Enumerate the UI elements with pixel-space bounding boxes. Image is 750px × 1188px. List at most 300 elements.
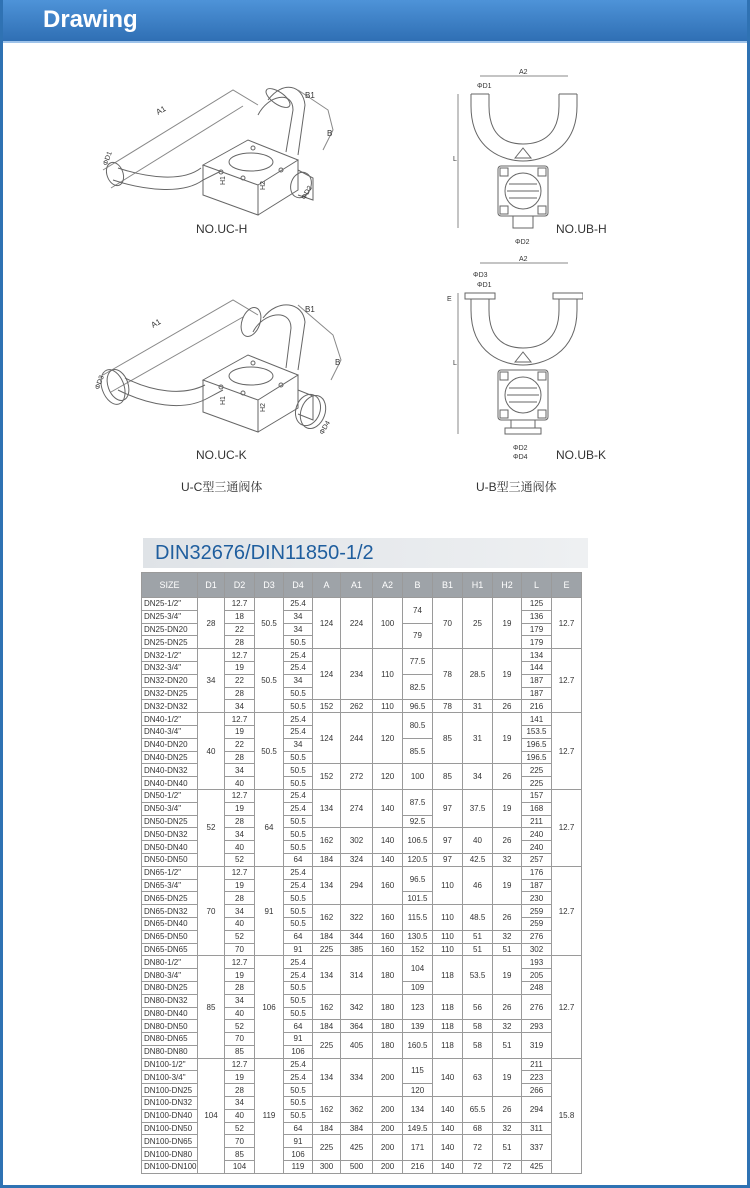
label-h1: H1 — [220, 176, 227, 185]
table-cell: 91 — [284, 1033, 313, 1046]
table-row — [142, 789, 582, 802]
table-cell: 50.5 — [284, 815, 313, 828]
table-cell: 50.5 — [284, 764, 313, 777]
table-cell: 19 — [225, 725, 255, 738]
table-cell: 31 — [463, 700, 493, 713]
table-cell: 152 — [313, 764, 341, 790]
table-cell: 50.5 — [255, 598, 284, 649]
table-cell: 106 — [284, 1045, 313, 1058]
table-cell: 12.7 — [225, 649, 255, 662]
table-cell: 225 — [313, 1135, 341, 1161]
table-cell: 153.5 — [522, 725, 552, 738]
table-cell: 225 — [313, 1033, 341, 1059]
table-cell: 152 — [313, 700, 341, 713]
table-cell: 187 — [522, 687, 552, 700]
table-cell: 140 — [433, 1122, 463, 1135]
table-cell: 240 — [522, 828, 552, 841]
table-cell: 34 — [463, 764, 493, 790]
table-cell: 25.4 — [284, 789, 313, 802]
table-cell: 28 — [225, 815, 255, 828]
table-cell: 196.5 — [522, 751, 552, 764]
table-cell: 85.5 — [403, 738, 433, 764]
table-cell: 52 — [225, 853, 255, 866]
table-cell: 176 — [522, 866, 552, 879]
label-h1: H1 — [220, 396, 227, 405]
table-cell: 25.4 — [284, 969, 313, 982]
size-cell: DN50-DN25 — [142, 815, 198, 828]
table-cell: 405 — [341, 1033, 373, 1059]
table-cell: 425 — [522, 1161, 552, 1174]
table-header-row — [142, 573, 582, 598]
table-cell: 91 — [284, 1135, 313, 1148]
size-cell: DN80-DN65 — [142, 1033, 198, 1046]
table-cell: 52 — [198, 789, 225, 866]
table-cell: 319 — [522, 1033, 552, 1059]
table-cell: 64 — [284, 853, 313, 866]
table-cell: 123 — [403, 994, 433, 1020]
size-cell: DN40-1/2" — [142, 713, 198, 726]
table-cell: 48.5 — [463, 905, 493, 931]
table-cell: 53.5 — [463, 956, 493, 994]
table-cell: 266 — [522, 1084, 552, 1097]
label-h2: H2 — [260, 403, 267, 412]
size-cell: DN40-DN25 — [142, 751, 198, 764]
table-cell: 26 — [493, 700, 522, 713]
table-cell: 70 — [198, 866, 225, 956]
table-cell: 25.4 — [284, 598, 313, 611]
table-cell: 85 — [225, 1045, 255, 1058]
table-cell: 110 — [373, 700, 403, 713]
table-cell: 51 — [493, 943, 522, 956]
table-cell: 22 — [225, 738, 255, 751]
table-cell: 130.5 — [403, 930, 433, 943]
table-cell: 140 — [433, 1135, 463, 1161]
label-d2: ΦD2 — [513, 445, 528, 452]
table-cell: 50.5 — [284, 1007, 313, 1020]
table-cell: 110 — [433, 930, 463, 943]
table-cell: 272 — [341, 764, 373, 790]
table-cell: 12.7 — [225, 1058, 255, 1071]
table-body — [142, 598, 582, 1174]
section-label-ub: U-B型三通阀体 — [476, 480, 557, 494]
table-cell: 180 — [373, 1033, 403, 1059]
table-cell: 25 — [463, 598, 493, 649]
table-cell: 19 — [225, 879, 255, 892]
table-cell: 134 — [313, 1058, 341, 1096]
table-cell: 302 — [522, 943, 552, 956]
column-header: D1 — [198, 573, 225, 598]
table-cell: 120 — [373, 713, 403, 764]
table-cell: 19 — [493, 956, 522, 994]
table-cell: 64 — [284, 1122, 313, 1135]
table-cell: 12.7 — [552, 789, 582, 866]
table-cell: 37.5 — [463, 789, 493, 827]
label-d4: ΦD4 — [318, 419, 333, 436]
column-header: A1 — [341, 573, 373, 598]
table-cell: 230 — [522, 892, 552, 905]
table-cell: 110 — [433, 943, 463, 956]
table-cell: 51 — [493, 1033, 522, 1059]
size-cell: DN40-3/4" — [142, 725, 198, 738]
table-row — [142, 713, 582, 726]
table-cell: 152 — [403, 943, 433, 956]
caption-uc-h: NO.UC-H — [196, 222, 248, 236]
table-cell: 119 — [255, 1058, 284, 1173]
table-row — [142, 866, 582, 879]
table-cell: 160 — [373, 905, 403, 931]
table-cell: 34 — [225, 828, 255, 841]
table-cell: 225 — [522, 764, 552, 777]
size-cell: DN32-3/4" — [142, 661, 198, 674]
table-cell: 34 — [284, 738, 313, 751]
label-a2: A2 — [519, 69, 528, 76]
table-cell: 119 — [284, 1161, 313, 1174]
size-cell: DN65-DN50 — [142, 930, 198, 943]
table-cell: 40 — [225, 1007, 255, 1020]
table-cell: 50.5 — [284, 981, 313, 994]
label-d1: ΦD1 — [102, 150, 114, 167]
table-cell: 139 — [403, 1020, 433, 1033]
table-cell: 70 — [433, 598, 463, 649]
table-cell: 87.5 — [403, 789, 433, 815]
table-cell: 106 — [284, 1148, 313, 1161]
table-cell: 160 — [373, 866, 403, 904]
size-cell: DN50-3/4" — [142, 802, 198, 815]
label-d2: ΦD2 — [300, 184, 315, 201]
column-header: SIZE — [142, 573, 198, 598]
table-cell: 384 — [341, 1122, 373, 1135]
table-cell: 276 — [522, 994, 552, 1020]
table-cell: 19 — [493, 1058, 522, 1096]
table-cell: 78 — [433, 700, 463, 713]
table-cell: 311 — [522, 1122, 552, 1135]
table-cell: 364 — [341, 1020, 373, 1033]
label-b: B — [327, 129, 333, 138]
table-cell: 101.5 — [403, 892, 433, 905]
table-cell: 50.5 — [284, 905, 313, 918]
table-cell: 120.5 — [403, 853, 433, 866]
table-cell: 160.5 — [403, 1033, 433, 1059]
table-cell: 65.5 — [463, 1097, 493, 1123]
table-cell: 97 — [433, 789, 463, 827]
table-cell: 216 — [522, 700, 552, 713]
table-cell: 118 — [433, 1033, 463, 1059]
table-cell: 34 — [284, 674, 313, 687]
column-header: H1 — [463, 573, 493, 598]
table-cell: 100 — [373, 598, 403, 649]
table-cell: 104 — [225, 1161, 255, 1174]
table-cell: 50.5 — [284, 777, 313, 790]
table-cell: 40 — [225, 917, 255, 930]
label-b: B — [335, 358, 341, 367]
size-cell: DN80-DN50 — [142, 1020, 198, 1033]
label-a2: A2 — [519, 256, 528, 263]
table-cell: 223 — [522, 1071, 552, 1084]
label-a1: A1 — [154, 104, 168, 117]
table-cell: 106 — [255, 956, 284, 1058]
table-cell: 140 — [373, 853, 403, 866]
table-cell: 171 — [403, 1135, 433, 1161]
table-cell: 276 — [522, 930, 552, 943]
table-cell: 52 — [225, 930, 255, 943]
table-cell: 184 — [313, 930, 341, 943]
table-cell: 64 — [255, 789, 284, 866]
table-cell: 322 — [341, 905, 373, 931]
table-cell: 187 — [522, 674, 552, 687]
table-cell: 157 — [522, 789, 552, 802]
table-cell: 63 — [463, 1058, 493, 1096]
table-cell: 100 — [403, 764, 433, 790]
table-cell: 31 — [463, 713, 493, 764]
size-cell: DN100-1/2" — [142, 1058, 198, 1071]
size-cell: DN40-DN20 — [142, 738, 198, 751]
table-cell: 28 — [225, 892, 255, 905]
table-cell: 50.5 — [284, 751, 313, 764]
table-cell: 34 — [225, 905, 255, 918]
label-d3: ΦD3 — [473, 272, 488, 279]
table-cell: 34 — [225, 994, 255, 1007]
table-cell: 78 — [433, 649, 463, 700]
table-cell: 224 — [341, 598, 373, 649]
size-cell: DN32-1/2" — [142, 649, 198, 662]
table-row — [142, 1058, 582, 1071]
label-b1: B1 — [305, 305, 315, 314]
table-cell: 26 — [493, 905, 522, 931]
table-cell: 205 — [522, 969, 552, 982]
table-cell: 50.5 — [284, 994, 313, 1007]
table-cell: 12.7 — [552, 866, 582, 956]
table-cell: 140 — [433, 1058, 463, 1096]
table-cell: 12.7 — [552, 598, 582, 649]
table-row — [142, 956, 582, 969]
table-cell: 56 — [463, 994, 493, 1020]
size-cell: DN100-DN32 — [142, 1097, 198, 1110]
table-cell: 91 — [284, 943, 313, 956]
caption-uc-k: NO.UC-K — [196, 448, 247, 462]
table-cell: 141 — [522, 713, 552, 726]
column-header: A2 — [373, 573, 403, 598]
table-cell: 25.4 — [284, 661, 313, 674]
table-cell: 12.7 — [552, 649, 582, 713]
size-cell: DN100-3/4" — [142, 1071, 198, 1084]
table-cell: 12.7 — [225, 956, 255, 969]
size-cell: DN65-3/4" — [142, 879, 198, 892]
table-cell: 134 — [313, 956, 341, 994]
table-cell: 115 — [403, 1058, 433, 1084]
table-cell: 200 — [373, 1058, 403, 1096]
table-cell: 19 — [225, 661, 255, 674]
table-row — [142, 649, 582, 662]
drawing-uc-k — [83, 290, 383, 450]
table-cell: 180 — [373, 956, 403, 994]
table-cell: 144 — [522, 661, 552, 674]
table-cell: 294 — [522, 1097, 552, 1123]
size-cell: DN25-3/4" — [142, 610, 198, 623]
table-cell: 26 — [493, 1097, 522, 1123]
table-cell: 385 — [341, 943, 373, 956]
table-cell: 342 — [341, 994, 373, 1020]
label-l: L — [453, 360, 457, 367]
table-cell: 70 — [225, 943, 255, 956]
label-h2: H2 — [260, 181, 267, 190]
size-cell: DN50-DN40 — [142, 841, 198, 854]
column-header: D2 — [225, 573, 255, 598]
table-cell: 42.5 — [463, 853, 493, 866]
table-cell: 72 — [493, 1161, 522, 1174]
table-cell: 28 — [225, 636, 255, 649]
table-cell: 32 — [493, 1122, 522, 1135]
table-cell: 50.5 — [284, 1084, 313, 1097]
table-cell: 193 — [522, 956, 552, 969]
size-cell: DN25-DN20 — [142, 623, 198, 636]
size-cell: DN50-DN50 — [142, 853, 198, 866]
table-cell: 184 — [313, 853, 341, 866]
table-cell: 50.5 — [284, 1097, 313, 1110]
table-cell: 149.5 — [403, 1122, 433, 1135]
table-cell: 162 — [313, 828, 341, 854]
table-cell: 200 — [373, 1122, 403, 1135]
size-cell: DN80-3/4" — [142, 969, 198, 982]
table-cell: 51 — [493, 1135, 522, 1161]
size-cell: DN40-DN40 — [142, 777, 198, 790]
table-cell: 187 — [522, 879, 552, 892]
table-title: DIN32676/DIN11850-1/2 — [155, 542, 374, 564]
table-cell: 34 — [225, 764, 255, 777]
size-cell: DN50-DN32 — [142, 828, 198, 841]
table-cell: 15.8 — [552, 1058, 582, 1173]
column-header: B — [403, 573, 433, 598]
table-cell: 500 — [341, 1161, 373, 1174]
table-cell: 28 — [225, 981, 255, 994]
table-cell: 70 — [225, 1033, 255, 1046]
table-cell: 200 — [373, 1135, 403, 1161]
column-header: D4 — [284, 573, 313, 598]
size-cell: DN100-DN65 — [142, 1135, 198, 1148]
size-cell: DN40-DN32 — [142, 764, 198, 777]
label-d4: ΦD4 — [513, 454, 528, 461]
table-cell: 26 — [493, 828, 522, 854]
table-cell: 12.7 — [225, 713, 255, 726]
size-cell: DN65-DN40 — [142, 917, 198, 930]
table-cell: 25.4 — [284, 866, 313, 879]
table-cell: 18 — [225, 610, 255, 623]
table-cell: 50.5 — [284, 841, 313, 854]
table-cell: 124 — [313, 649, 341, 700]
table-cell: 136 — [522, 610, 552, 623]
table-cell: 51 — [463, 930, 493, 943]
table-cell: 259 — [522, 905, 552, 918]
table-cell: 96.5 — [403, 700, 433, 713]
size-cell: DN100-DN100 — [142, 1161, 198, 1174]
table-cell: 140 — [373, 789, 403, 827]
label-d1: ΦD1 — [477, 282, 492, 289]
table-cell: 25.4 — [284, 879, 313, 892]
table-cell: 124 — [313, 598, 341, 649]
table-cell: 294 — [341, 866, 373, 904]
table-cell: 50.5 — [284, 892, 313, 905]
table-cell: 70 — [225, 1135, 255, 1148]
table-cell: 200 — [373, 1161, 403, 1174]
table-cell: 120 — [403, 1084, 433, 1097]
column-header: E — [552, 573, 582, 598]
table-cell: 125 — [522, 598, 552, 611]
table-cell: 92.5 — [403, 815, 433, 828]
table-cell: 184 — [313, 1020, 341, 1033]
table-cell: 25.4 — [284, 802, 313, 815]
table-cell: 40 — [198, 713, 225, 790]
table-cell: 216 — [403, 1161, 433, 1174]
table-cell: 162 — [313, 994, 341, 1020]
table-cell: 25.4 — [284, 725, 313, 738]
table-cell: 40 — [225, 777, 255, 790]
table-cell: 77.5 — [403, 649, 433, 675]
size-cell: DN50-1/2" — [142, 789, 198, 802]
size-cell: DN80-DN32 — [142, 994, 198, 1007]
table-cell: 259 — [522, 917, 552, 930]
table-cell: 12.7 — [225, 598, 255, 611]
table-cell: 34 — [198, 649, 225, 713]
table-cell: 12.7 — [552, 713, 582, 790]
table-cell: 162 — [313, 905, 341, 931]
table-cell: 110 — [433, 866, 463, 904]
table-cell: 12.7 — [552, 956, 582, 1058]
table-cell: 22 — [225, 674, 255, 687]
table-cell: 46 — [463, 866, 493, 904]
size-cell: DN32-DN25 — [142, 687, 198, 700]
table-cell: 180 — [373, 994, 403, 1020]
table-cell: 211 — [522, 1058, 552, 1071]
size-cell: DN25-1/2" — [142, 598, 198, 611]
table-cell: 180 — [373, 1020, 403, 1033]
table-cell: 274 — [341, 789, 373, 827]
table-cell: 118 — [433, 956, 463, 994]
table-cell: 50.5 — [255, 649, 284, 713]
table-cell: 25.4 — [284, 649, 313, 662]
table-cell: 257 — [522, 853, 552, 866]
size-cell: DN80-1/2" — [142, 956, 198, 969]
table-cell: 85 — [433, 713, 463, 764]
table-cell: 225 — [522, 777, 552, 790]
label-d2: ΦD2 — [515, 239, 530, 246]
table-cell: 34 — [284, 623, 313, 636]
table-cell: 140 — [433, 1097, 463, 1123]
table-cell: 300 — [313, 1161, 341, 1174]
label-d1: ΦD1 — [477, 83, 492, 90]
table-cell: 85 — [225, 1148, 255, 1161]
table-cell: 19 — [493, 866, 522, 904]
table-cell: 26 — [493, 994, 522, 1020]
table-cell: 32 — [493, 930, 522, 943]
table-cell: 118 — [433, 1020, 463, 1033]
column-header: B1 — [433, 573, 463, 598]
size-cell: DN80-DN25 — [142, 981, 198, 994]
table-cell: 85 — [433, 764, 463, 790]
table-cell: 50.5 — [284, 636, 313, 649]
table-cell: 25.4 — [284, 956, 313, 969]
size-cell: DN80-DN80 — [142, 1045, 198, 1058]
drawing-ub-k — [443, 255, 583, 465]
table-cell: 425 — [341, 1135, 373, 1161]
table-cell: 302 — [341, 828, 373, 854]
table-cell: 50.5 — [284, 687, 313, 700]
table-cell: 19 — [493, 789, 522, 827]
size-cell: DN65-DN25 — [142, 892, 198, 905]
table-cell: 240 — [522, 841, 552, 854]
size-cell: DN25-DN25 — [142, 636, 198, 649]
table-cell: 179 — [522, 623, 552, 636]
table-cell: 184 — [313, 1122, 341, 1135]
table-cell: 82.5 — [403, 674, 433, 700]
